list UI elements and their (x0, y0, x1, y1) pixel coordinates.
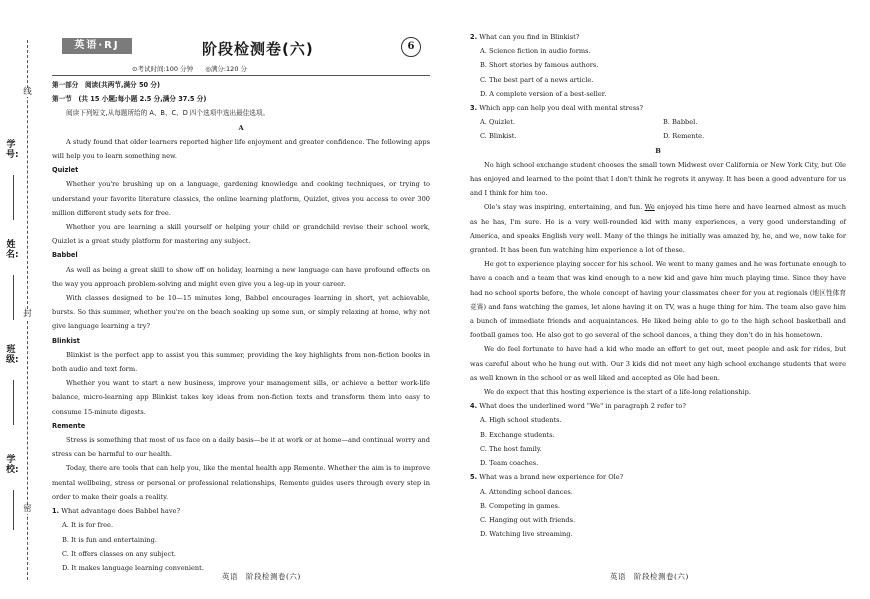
right-text-flow (470, 30, 846, 541)
app-name-blinkist: Blinkist (52, 336, 80, 345)
binding-gutter (0, 0, 44, 599)
question-2: 2. What can you find in Blinkist? (470, 33, 580, 41)
class-label: 班级: (6, 345, 19, 365)
cut-mark-seal: 封 (23, 309, 32, 319)
underlined-word: We (644, 203, 655, 212)
school-blank[interactable] (13, 490, 14, 530)
left-text-flow (52, 78, 430, 575)
class-blank[interactable] (13, 380, 14, 425)
app-name-quizlet: Quizlet (52, 166, 79, 175)
option-3c[interactable]: C. Blinkist. (480, 132, 517, 141)
paragraph: With classes designed to be 10—15 minutes long, Babbel encourages learning in short, yet achievable, bursts. So this summer, whether you're on the beach soaking up some sun, or simply relaxing at home, why not give language learning a try? (52, 294, 430, 331)
exam-title: 阶段检测卷(六) (202, 40, 314, 58)
option-1b[interactable]: B. It is fun and entertaining. (62, 535, 157, 544)
option-1d[interactable]: D. It makes language learning convenient. (62, 563, 204, 572)
exam-number-badge: 6 (401, 37, 421, 57)
passage-a-label: A (238, 123, 244, 132)
option-5a[interactable]: A. Attending school dances. (480, 487, 573, 496)
page-footer-right: 英语 阶段检测卷(六) (610, 572, 689, 581)
paragraph: Whether you are learning a skill yourself or helping your child or grandchild revise their school work, Quizlet is a great study platform for mastering any subject. (52, 223, 430, 246)
exam-time: ⊙考试时间:100 分钟 (132, 65, 194, 73)
option-2d[interactable]: D. A complete version of a best-seller. (480, 89, 607, 98)
paragraph-2: Ole's stay was inspiring, entertaining, and fun. We enjoyed his time here and have learned almost as much as he has, I'm sure. He is a very well-rounded kid with many experiences, a very good understanding of America, and speaks English very well. Many of the things he initially was amazed by, he, and we, now take for granted. It has been fun watching him experience a lot of these. (470, 203, 846, 255)
right-column (470, 0, 846, 599)
paragraph: We do feel fortunate to have had a kid who made an effort to get out, meet people and ask for rides, but was careful about who he hung out with. Our 3 kids did not meet any high school exchange students that were as well known in the school or as well liked and accepted as Ole had been. (470, 345, 846, 382)
option-5d[interactable]: D. Watching live streaming. (480, 530, 573, 539)
paragraph: We do expect that this hosting experience is the start of a life-long relationship. (484, 388, 751, 397)
school-label: 学校: (6, 455, 19, 475)
subject-logo: 英语·RJ (62, 38, 132, 54)
question-4: 4. What does the underlined word "We" in paragraph 2 refer to? (470, 402, 686, 411)
option-3d[interactable]: D. Remente. (663, 132, 705, 141)
name-blank[interactable] (13, 275, 14, 320)
paragraph: Whether you want to start a new business, improve your management sills, or achieve a better work-life balance, micro-learning app Blinkist takes key ideas from non-fiction texts and transform them into easy to consume 15-minute digests. (52, 379, 430, 416)
option-2b[interactable]: B. Short stories by famous authors. (480, 61, 599, 70)
cut-mark-line: 线 (23, 87, 32, 97)
page-footer-left: 英语 阶段检测卷(六) (222, 572, 301, 581)
exam-score: ◎满分:120 分 (205, 65, 248, 73)
option-4a[interactable]: A. High school students. (480, 416, 562, 425)
options-row (470, 115, 846, 129)
option-1c[interactable]: C. It offers classes on any subject. (62, 549, 176, 558)
paragraph: Blinkist is the perfect app to assist you this summer, providing the key highlights from non-fiction books in both audio and text form. (52, 350, 430, 374)
paragraph: Whether you're brushing up on a language, gardening knowledge and cooking techniques, or trying to understand your favorite literature classics, the online learning platform, Quizlet, gives you access to over 300 million different study sets for free. (52, 180, 430, 217)
header-divider (52, 75, 430, 76)
paragraph: Today, there are tools that can help you, like the mental health app Remente. Whether the aim is to improve mental wellbeing, stress or personal or professional relationships, Remente guides users through every step in order to make their goals a reality. (52, 464, 430, 501)
options-row (470, 129, 846, 143)
exam-meta (132, 64, 257, 73)
app-name-babbel: Babbel (52, 251, 78, 260)
app-name-remente: Remente (52, 421, 86, 430)
option-4b[interactable]: B. Exchange students. (480, 430, 555, 439)
left-column (52, 0, 430, 599)
option-5c[interactable]: C. Hanging out with friends. (480, 515, 576, 524)
paragraph: As well as being a great skill to show off on holiday, learning a new language can have profound effects on the way you approach problem-solving and might even give you a leg-up in your career. (52, 265, 430, 288)
option-1a[interactable]: A. It is for free. (62, 521, 114, 530)
paragraph: He got to experience playing soccer for his school. We went to many games and he was fortunate enough to have a coach and a team that was kind enough to a new kid and gave him much playing time. Since they have had no school sports before, the whole concept of having your classmates cheer for you at regionals (地区性体育竞赛) and fans watching the games, let alone having it on TV, was a huge thing for him. The team also gave him a bunch of immediate friends and acquaintances. He liked being able to go to the high school basketball and football games too. He also got to go several of the school dances, a thing they don't do in his hometown. (470, 260, 847, 340)
passage-a-intro: A study found that older learners reported higher life enjoyment and greater confidence. The following apps will help you to learn something new. (52, 137, 430, 161)
part-heading: 第一部分 阅读(共两节,满分 50 分) (52, 81, 161, 89)
question-3: 3. Which app can help you deal with mental stress? (470, 104, 644, 113)
passage-b-label: B (655, 146, 661, 155)
paragraph: No high school exchange student chooses the small town Midwest over California or New York City, but Ole has enjoyed and learned to the point that I don't think he regrets it anyway. It has been a good adventure for us and I think for him too. (470, 160, 846, 198)
paragraph: Stress is something that most of us face on a daily basis—be it at work or at home—and continual worry and stress can be harmful to our health. (52, 436, 430, 459)
name-label: 姓名: (6, 240, 19, 260)
question-5: 5. What was a brand new experience for Ole? (470, 473, 624, 482)
option-5b[interactable]: B. Competing in games. (480, 501, 560, 510)
instruction: 阅读下列短文,从每题所给的 A、B、C、D 四个选项中选出最佳选项。 (66, 109, 270, 118)
option-3b[interactable]: B. Babbel. (663, 118, 698, 127)
option-2c[interactable]: C. The best part of a news article. (480, 75, 594, 84)
student-id-blank[interactable] (13, 175, 14, 220)
cut-mark-secret: 密 (23, 504, 32, 514)
option-4d[interactable]: D. Team coaches. (480, 459, 539, 468)
section-heading: 第一节 (共 15 小题;每小题 2.5 分,满分 37.5 分) (52, 95, 207, 104)
student-id-label: 学号: (6, 140, 19, 160)
option-3a[interactable]: A. Quizlet. (480, 118, 515, 127)
question-1: 1. What advantage does Babbel have? (52, 507, 180, 516)
option-2a[interactable]: A. Science fiction in audio forms. (480, 47, 591, 56)
option-4c[interactable]: C. The host family. (480, 444, 542, 453)
